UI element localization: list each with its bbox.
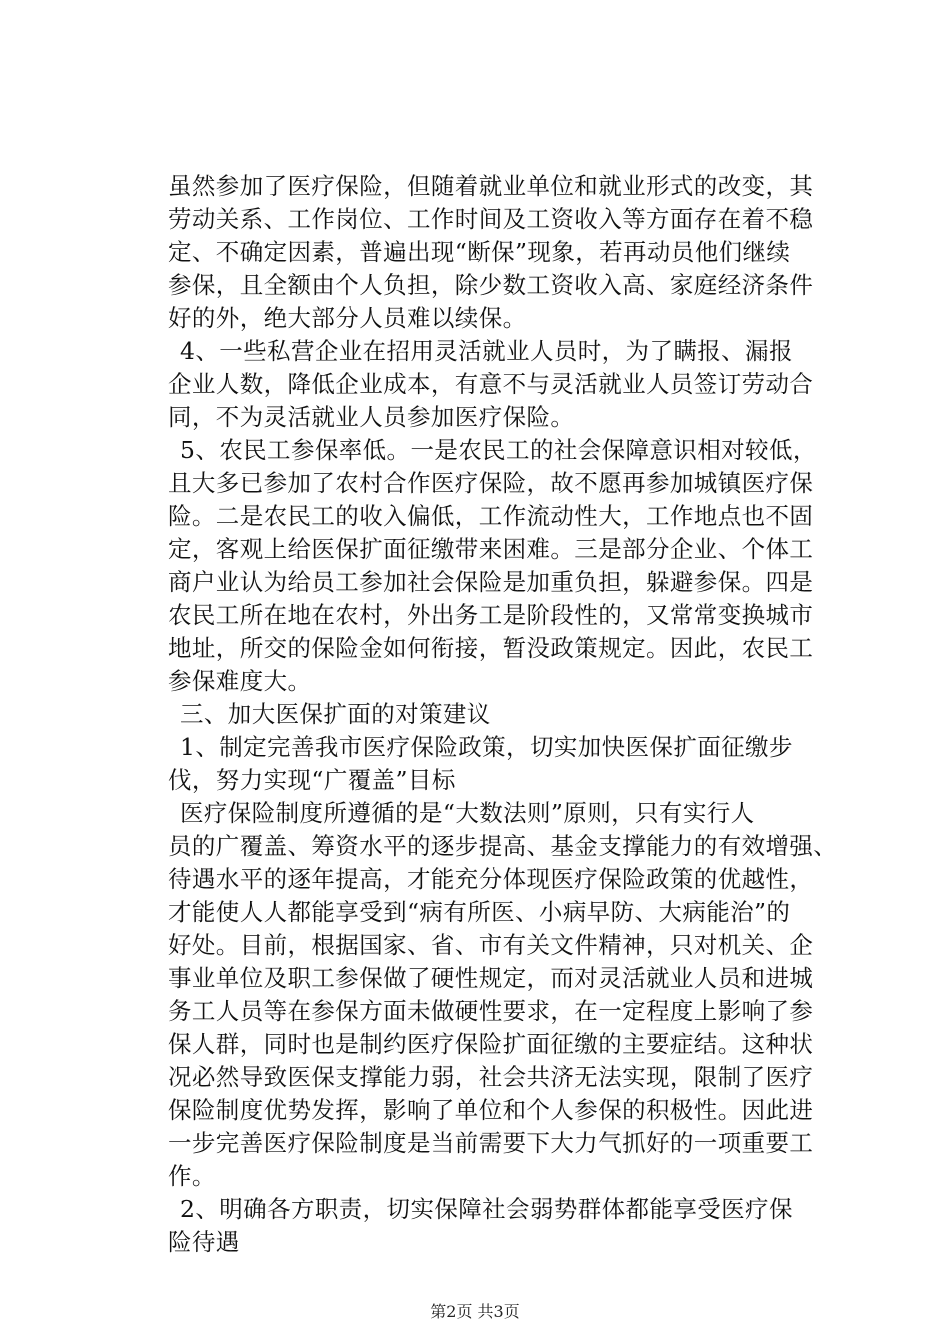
document-body	[168, 170, 838, 1259]
page-footer: 第2页 共3页	[430, 1302, 520, 1321]
text-line: 劳动关系、工作岗位、工作时间及工资收入等方面存在着不稳	[168, 205, 814, 233]
text-line: 好处。目前，根据国家、省、市有关文件精神，只对机关、企	[168, 931, 814, 959]
text-line: 地址，所交的保险金如何衔接，暂没政策规定。因此，农民工	[168, 634, 814, 662]
text-line: 同，不为灵活就业人员参加医疗保险。	[168, 403, 575, 431]
text-line: 企业人数，降低企业成本，有意不与灵活就业人员签订劳动合	[168, 370, 814, 398]
text-line: 定、不确定因素，普遍出现“断保”现象，若再动员他们继续	[168, 238, 791, 266]
paragraph-start-line: 4、一些私营企业在招用灵活就业人员时，为了瞒报、漏报	[180, 337, 793, 365]
text-line: 虽然参加了医疗保险，但随着就业单位和就业形式的改变，其	[168, 172, 814, 200]
text-line: 保人群，同时也是制约医疗保险扩面征缴的主要症结。这种状	[168, 1030, 814, 1058]
text-line: 一步完善医疗保险制度是当前需要下大力气抓好的一项重要工	[168, 1129, 814, 1157]
paragraph-start-line: 2、明确各方职责，切实保障社会弱势群体都能享受医疗保	[180, 1195, 793, 1223]
text-line: 伐，努力实现“广覆盖”目标	[168, 766, 456, 794]
text-line: 事业单位及职工参保做了硬性规定，而对灵活就业人员和进城	[168, 964, 814, 992]
text-line: 险。二是农民工的收入偏低，工作流动性大，工作地点也不固	[168, 502, 814, 530]
text-line: 况必然导致医保支撑能力弱，社会共济无法实现，限制了医疗	[168, 1063, 814, 1091]
text-line: 参保难度大。	[168, 667, 312, 695]
text-line: 险待遇	[168, 1228, 240, 1256]
text-line: 定，客观上给医保扩面征缴带来困难。三是部分企业、个体工	[168, 535, 814, 563]
text-line: 务工人员等在参保方面未做硬性要求，在一定程度上影响了参	[168, 997, 814, 1025]
text-line: 作。	[168, 1162, 216, 1190]
paragraph-start-line: 医疗保险制度所遵循的是“大数法则”原则，只有实行人	[180, 799, 755, 827]
text-line: 员的广覆盖、筹资水平的逐步提高、基金支撑能力的有效增强、	[168, 832, 838, 860]
text-line: 待遇水平的逐年提高，才能充分体现医疗保险政策的优越性，	[168, 865, 814, 893]
section-heading: 三、加大医保扩面的对策建议	[180, 700, 491, 728]
text-line: 才能使人人都能享受到“病有所医、小病早防、大病能治”的	[168, 898, 791, 926]
text-line: 保险制度优势发挥，影响了单位和个人参保的积极性。因此进	[168, 1096, 814, 1124]
text-line: 且大多已参加了农村合作医疗保险，故不愿再参加城镇医疗保	[168, 469, 814, 497]
text-line: 农民工所在地在农村，外出务工是阶段性的，又常常变换城市	[168, 601, 814, 629]
paragraph-start-line: 5、农民工参保率低。一是农民工的社会保障意识相对较低，	[180, 436, 817, 464]
text-line: 参保，且全额由个人负担，除少数工资收入高、家庭经济条件	[168, 271, 814, 299]
paragraph-start-line: 1、制定完善我市医疗保险政策，切实加快医保扩面征缴步	[180, 733, 793, 761]
text-line: 商户业认为给员工参加社会保险是加重负担，躲避参保。四是	[168, 568, 814, 596]
text-line: 好的外，绝大部分人员难以续保。	[168, 304, 527, 332]
